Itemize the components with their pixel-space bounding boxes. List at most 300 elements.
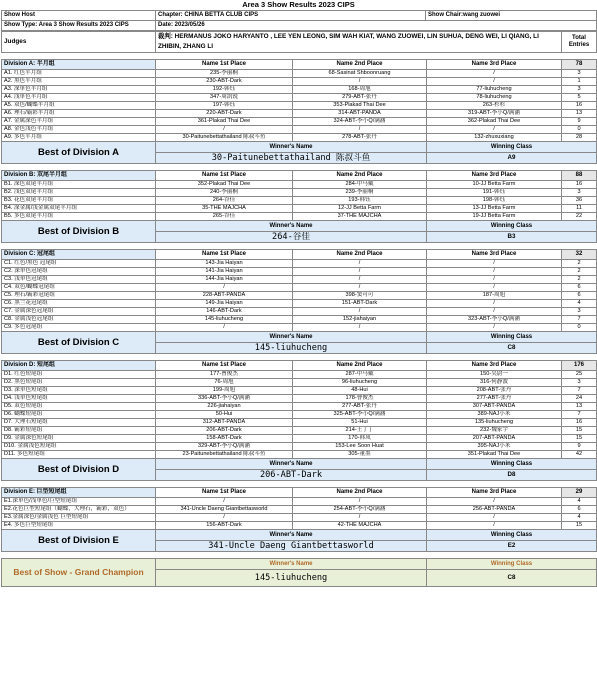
class-row <box>2 316 597 324</box>
second-place: 214-王丁丁 <box>293 427 427 435</box>
third-place: 10-JJ Betta Farm <box>427 181 562 189</box>
class-code: E4. 多色巨型短尾组 <box>2 522 156 530</box>
class-code: C2. 深单色冠尾组 <box>2 268 156 276</box>
second-place: 68-Sasinat Shboonruang <box>293 70 427 78</box>
third-place: / <box>427 268 562 276</box>
class-code: B1. 深色双尾半月组 <box>2 181 156 189</box>
division-name: Division E: 巨型短尾组 <box>2 488 156 498</box>
first-place: 235-李丽桐 <box>156 70 293 78</box>
third-place: 232-魏家宇 <box>427 427 562 435</box>
second-place: 279-ABT-张丹 <box>293 94 427 102</box>
class-row <box>2 70 597 78</box>
first-place: 329-ABT-李小Q/满涵 <box>156 443 293 451</box>
show-chair-text: Show Chair:wang zuowei <box>426 11 597 21</box>
third-place: 77-liuhucheng <box>427 86 562 94</box>
first-place: 197-韩钰 <box>156 102 293 110</box>
first-place-header: Name 1st Place <box>156 250 293 260</box>
second-place: 398-窦可可 <box>293 292 427 300</box>
class-count: 15 <box>562 435 597 443</box>
first-place: 230-ABT-Dark <box>156 78 293 86</box>
class-count: 4 <box>562 300 597 308</box>
winners-name-header: Winner's Name <box>156 530 427 541</box>
class-row <box>2 419 597 427</box>
division-total: 78 <box>562 60 597 70</box>
third-place: 263-杉杉 <box>427 102 562 110</box>
third-place: / <box>427 260 562 268</box>
class-code: C4. 双色/蝴蝶冠尾组 <box>2 284 156 292</box>
class-count: 2 <box>562 276 597 284</box>
second-place: / <box>293 284 427 292</box>
winning-class-header: Winning Class <box>427 221 597 232</box>
best-of-show-label: Best of Show - Grand Champion <box>2 559 156 587</box>
third-place: / <box>427 498 562 506</box>
second-place: 254-ABT-李小Q/满涵 <box>293 506 427 514</box>
class-count: 7 <box>562 387 597 395</box>
class-code: B5. 多色双尾半月组 <box>2 213 156 221</box>
second-place-header: Name 2nd Place <box>293 60 427 70</box>
first-place: 145-liuhucheng <box>156 316 293 324</box>
date-text: Date: 2023/05/26 <box>156 21 597 31</box>
class-count: 5 <box>562 94 597 102</box>
first-place: 177-曹俊杰 <box>156 371 293 379</box>
second-place-header: Name 2nd Place <box>293 171 427 181</box>
third-place: / <box>427 324 562 332</box>
class-code: C8. 金属浅色冠尾组 <box>2 316 156 324</box>
third-place: 187-周旭 <box>427 292 562 300</box>
class-row <box>2 498 597 506</box>
class-code: A6. 理石/霸彩半月组 <box>2 110 156 118</box>
class-count: 16 <box>562 102 597 110</box>
winning-class-header: Winning Class <box>427 530 597 541</box>
class-row <box>2 403 597 411</box>
class-code: E2.花色巨型短尾组（蝴蝶，大理石，霸彩，双色） <box>2 506 156 514</box>
chapter-text: Chapter: CHINA BETTA CLUB CIPS <box>156 11 426 21</box>
third-place: 191-韩钰 <box>427 189 562 197</box>
division-table <box>1 53 597 164</box>
show-type-text: Show Type: Area 3 Show Results 2023 CIPS <box>2 21 156 31</box>
third-place: 277-ABT-张丹 <box>427 395 562 403</box>
first-place: / <box>156 126 293 134</box>
judges-label: Judges <box>2 32 156 53</box>
class-code: A4. 浅单色半月组 <box>2 94 156 102</box>
first-place: 312-ABT-PANDA <box>156 419 293 427</box>
first-place: 199-周旭 <box>156 387 293 395</box>
second-place: 42-THE MAJCHA <box>293 522 427 530</box>
first-place: 23-Paitunebettathailand 陈叔斗鱼 <box>156 451 293 459</box>
class-row <box>2 205 597 213</box>
first-place: / <box>156 498 293 506</box>
class-row <box>2 379 597 387</box>
class-count: 0 <box>562 324 597 332</box>
first-place: 143-Jia Haiyan <box>156 260 293 268</box>
class-row <box>2 197 597 205</box>
third-place: 319-ABT-李小Q/满涵 <box>427 110 562 118</box>
class-code: A8. 金色浅色半月组 <box>2 126 156 134</box>
third-place: / <box>427 126 562 134</box>
second-place: 168-周旭 <box>293 86 427 94</box>
first-place-header: Name 1st Place <box>156 361 293 371</box>
third-place: 256-ABT-PANDA <box>427 506 562 514</box>
class-row <box>2 118 597 126</box>
class-count: 3 <box>562 70 597 78</box>
best-of-show-class-header: Winning Class <box>427 559 597 570</box>
class-count: 2 <box>562 268 597 276</box>
first-place: 341-Uncle Daeng Giantbettasworld <box>156 506 293 514</box>
division-table <box>1 243 597 354</box>
division-name: Division B: 双尾半月组 <box>2 171 156 181</box>
first-place: 361-Plakad Thai Dee <box>156 118 293 126</box>
second-place: 153-Lee Soon Huat <box>293 443 427 451</box>
second-place: / <box>293 324 427 332</box>
class-code: E3.金属深色/金属浅色 巨型短尾组 <box>2 514 156 522</box>
second-place: 314-ABT-PANDA <box>293 110 427 118</box>
third-place: 323-ABT-李小Q/满涵 <box>427 316 562 324</box>
class-code: D5. 双色短尾组 <box>2 403 156 411</box>
class-code: C1. 红色/黑色 冠尾组 <box>2 260 156 268</box>
third-place: / <box>427 284 562 292</box>
first-place: 192-韩钰 <box>156 86 293 94</box>
second-place: 287-中马戴 <box>293 371 427 379</box>
second-place: / <box>293 276 427 284</box>
first-place-header: Name 1st Place <box>156 488 293 498</box>
best-of-division-label: Best of Division B <box>2 221 156 243</box>
class-row <box>2 213 597 221</box>
class-count: 3 <box>562 379 597 387</box>
second-place: 353-Plakad Thai Dee <box>293 102 427 110</box>
class-count: 3 <box>562 189 597 197</box>
best-of-division-label: Best of Division D <box>2 459 156 481</box>
third-place: / <box>427 308 562 316</box>
third-place: / <box>427 300 562 308</box>
best-of-show-winner: 145-liuhucheng <box>156 570 427 587</box>
class-code: C7. 金属深色冠尾组 <box>2 308 156 316</box>
third-place: / <box>427 522 562 530</box>
judges-list: 裁判: HERMANUS JOKO HARYANTO , LEE YEN LEONG, SIM WAH KIAT, WANG ZUOWEI, LIN SUHUA, DENG WEI, LI QIANG, LI ZHIBIN, ZHANG LI <box>156 32 562 53</box>
second-place: 96-liuhucheng <box>293 379 427 387</box>
winning-class-header: Winning Class <box>427 459 597 470</box>
first-place: 149-Jia Haiyan <box>156 300 293 308</box>
second-place: 37-THE MAJCHA <box>293 213 427 221</box>
class-count: 3 <box>562 308 597 316</box>
class-code: D4. 浅单色短尾组 <box>2 395 156 403</box>
third-place: 135-liuhucheng <box>427 419 562 427</box>
class-row <box>2 387 597 395</box>
class-row <box>2 506 597 514</box>
class-row <box>2 276 597 284</box>
third-place: 307-ABT-PANDA <box>427 403 562 411</box>
best-of-show-table <box>1 552 597 587</box>
class-row <box>2 102 597 110</box>
class-code: C6. 黑兰花冠尾组 <box>2 300 156 308</box>
results-sheet <box>1 0 596 587</box>
division-table <box>1 481 597 552</box>
class-row <box>2 371 597 379</box>
third-place: 150-吴尉一 <box>427 371 562 379</box>
best-of-division-label: Best of Division C <box>2 332 156 354</box>
first-place: 156-ABT-Dark <box>156 522 293 530</box>
class-row <box>2 126 597 134</box>
class-row <box>2 94 597 102</box>
second-place-header: Name 2nd Place <box>293 250 427 260</box>
best-of-division-label: Best of Division E <box>2 530 156 552</box>
second-place: 284-中马戴 <box>293 181 427 189</box>
second-place: / <box>293 308 427 316</box>
class-code: B2. 浅色双尾半月组 <box>2 189 156 197</box>
class-row <box>2 292 597 300</box>
class-row <box>2 300 597 308</box>
class-row <box>2 411 597 419</box>
division-winning-class: B3 <box>427 232 597 243</box>
third-place: 19-JJ Betta Farm <box>427 213 562 221</box>
class-row <box>2 260 597 268</box>
class-row <box>2 427 597 435</box>
winning-class-header: Winning Class <box>427 142 597 153</box>
division-winning-class: C8 <box>427 343 597 354</box>
first-place: 228-ABT-PANDA <box>156 292 293 300</box>
class-count: 7 <box>562 411 597 419</box>
first-place: / <box>156 324 293 332</box>
division-winner: 206-ABT-Dark <box>156 470 427 481</box>
class-code: D1. 红色短尾组 <box>2 371 156 379</box>
first-place: 336-ABT-李小Q/满涵 <box>156 395 293 403</box>
second-place: 51-Hui <box>293 419 427 427</box>
division-total: 29 <box>562 488 597 498</box>
class-count: 15 <box>562 522 597 530</box>
class-count: 16 <box>562 181 597 189</box>
second-place: / <box>293 514 427 522</box>
second-place-header: Name 2nd Place <box>293 361 427 371</box>
second-place: / <box>293 126 427 134</box>
judges-table <box>1 31 597 53</box>
third-place: / <box>427 70 562 78</box>
second-place: 48-Hui <box>293 387 427 395</box>
first-place: 141-Jia Haiyan <box>156 268 293 276</box>
divisions-container <box>1 53 596 552</box>
first-place: 220-ABT-Dark <box>156 110 293 118</box>
class-count: 6 <box>562 292 597 300</box>
division-name: Division C: 冠尾组 <box>2 250 156 260</box>
division-winning-class: E2 <box>427 541 597 552</box>
third-place: 132-zhuxuxiang <box>427 134 562 142</box>
class-code: A3. 深单色半月组 <box>2 86 156 94</box>
class-row <box>2 443 597 451</box>
third-place: / <box>427 276 562 284</box>
class-row <box>2 514 597 522</box>
division-name: Division A: 半月组 <box>2 60 156 70</box>
class-code: D10. 金属浅色短尾组 <box>2 443 156 451</box>
third-place: 78-liuhucheng <box>427 94 562 102</box>
first-place: 264-谷佳 <box>156 197 293 205</box>
class-row <box>2 86 597 94</box>
first-place-header: Name 1st Place <box>156 60 293 70</box>
division-winner: 341-Uncle Daeng Giantbettasworld <box>156 541 427 552</box>
first-place: 240-李丽桐 <box>156 189 293 197</box>
class-row <box>2 78 597 86</box>
first-place: / <box>156 284 293 292</box>
first-place: 226-jiahaiyan <box>156 403 293 411</box>
class-row <box>2 435 597 443</box>
class-count: 25 <box>562 371 597 379</box>
first-place: 347-周凯锐 <box>156 94 293 102</box>
second-place: 324-ABT-李小Q/满涵 <box>293 118 427 126</box>
class-row <box>2 395 597 403</box>
class-code: C9. 多色冠尾组 <box>2 324 156 332</box>
division-total: 176 <box>562 361 597 371</box>
class-code: E1.深单色/浅单色/巨型短尾组 <box>2 498 156 506</box>
class-row <box>2 284 597 292</box>
class-count: 11 <box>562 205 597 213</box>
first-place: 50-Hui <box>156 411 293 419</box>
first-place: 144-Jia Haiyan <box>156 276 293 284</box>
second-place: 325-ABT-李小Q/满涵 <box>293 411 427 419</box>
class-count: 16 <box>562 419 597 427</box>
best-of-division-label: Best of Division A <box>2 142 156 164</box>
first-place: 35-THE MAJCHA <box>156 205 293 213</box>
page-title: Area 3 Show Results 2023 CIPS <box>242 0 355 9</box>
class-row <box>2 110 597 118</box>
class-code: B3. 花色双尾半月组 <box>2 197 156 205</box>
class-code: B4. 深金属/浅金属双尾半月组 <box>2 205 156 213</box>
division-winning-class: A9 <box>427 153 597 164</box>
class-code: A7. 金属深色半月组 <box>2 118 156 126</box>
class-code: D7. 大理石短尾组 <box>2 419 156 427</box>
winners-name-header: Winner's Name <box>156 221 427 232</box>
first-place-header: Name 1st Place <box>156 171 293 181</box>
second-place: / <box>293 268 427 276</box>
second-place: / <box>293 78 427 86</box>
second-place: 239-李丽桐 <box>293 189 427 197</box>
class-row <box>2 268 597 276</box>
third-place-header: Name 3rd Place <box>427 250 562 260</box>
class-row <box>2 451 597 459</box>
class-code: D3. 深单色短尾组 <box>2 387 156 395</box>
best-of-show-class: C8 <box>427 570 597 587</box>
class-row <box>2 324 597 332</box>
third-place: 351-Plakad Thai Dee <box>427 451 562 459</box>
winners-name-header: Winner's Name <box>156 142 427 153</box>
class-count: 7 <box>562 316 597 324</box>
second-place: 278-ABT-张丹 <box>293 134 427 142</box>
class-count: 9 <box>562 118 597 126</box>
best-of-show-winner-header: Winner's Name <box>156 559 427 570</box>
division-winning-class: D8 <box>427 470 597 481</box>
class-count: 1 <box>562 78 597 86</box>
second-place: / <box>293 498 427 506</box>
third-place: 13-JJ Betta Farm <box>427 205 562 213</box>
header-table <box>1 10 597 31</box>
class-code: D6. 蝴蝶短尾组 <box>2 411 156 419</box>
third-place: 389-NAJ小米 <box>427 411 562 419</box>
class-count: 22 <box>562 213 597 221</box>
class-count: 9 <box>562 443 597 451</box>
first-place: 352-Plakad Thai Dee <box>156 181 293 189</box>
third-place-header: Name 3rd Place <box>427 60 562 70</box>
second-place: 12-JJ Betta Farm <box>293 205 427 213</box>
division-total: 88 <box>562 171 597 181</box>
second-place: 170-韩凤 <box>293 435 427 443</box>
class-count: 15 <box>562 427 597 435</box>
class-count: 36 <box>562 197 597 205</box>
third-place: / <box>427 514 562 522</box>
class-count: 13 <box>562 110 597 118</box>
division-winner: 264-谷佳 <box>156 232 427 243</box>
class-code: C3. 浅单色冠尾组 <box>2 276 156 284</box>
first-place: 76-周旭 <box>156 379 293 387</box>
third-place: / <box>427 78 562 86</box>
winners-name-header: Winner's Name <box>156 332 427 343</box>
third-place: 207-ABT-PANDA <box>427 435 562 443</box>
first-place: 265-谷佳 <box>156 213 293 221</box>
first-place: 158-ABT-Dark <box>156 435 293 443</box>
class-count: 3 <box>562 86 597 94</box>
second-place: 305-董墨 <box>293 451 427 459</box>
third-place: 198-韩钰 <box>427 197 562 205</box>
class-code: A5. 双色/蝴蝶半月组 <box>2 102 156 110</box>
class-row <box>2 522 597 530</box>
show-host-label: Show Host <box>2 11 156 21</box>
second-place: 178-曹俊杰 <box>293 395 427 403</box>
winners-name-header: Winner's Name <box>156 459 427 470</box>
class-row <box>2 134 597 142</box>
division-winner: 30-Paitunebettathailand 陈叔斗鱼 <box>156 153 427 164</box>
third-place: 316-何静波 <box>427 379 562 387</box>
second-place: 193-韩钰 <box>293 197 427 205</box>
total-entries-label: Total Entries <box>562 32 597 53</box>
class-count: 28 <box>562 134 597 142</box>
second-place: 151-ABT-Dark <box>293 300 427 308</box>
class-count: 24 <box>562 395 597 403</box>
division-name: Division D: 短尾组 <box>2 361 156 371</box>
class-code: A9. 多色半月组 <box>2 134 156 142</box>
class-code: D2. 黑色短尾组 <box>2 379 156 387</box>
first-place: / <box>156 514 293 522</box>
class-code: D8. 霸彩短尾组 <box>2 427 156 435</box>
third-place-header: Name 3rd Place <box>427 361 562 371</box>
class-code: D9. 金属深色短尾组 <box>2 435 156 443</box>
second-place: 277-ABT-张丹 <box>293 403 427 411</box>
class-count: 2 <box>562 260 597 268</box>
second-place-header: Name 2nd Place <box>293 488 427 498</box>
class-count: 13 <box>562 403 597 411</box>
third-place-header: Name 3rd Place <box>427 171 562 181</box>
class-code: A1. 红色半月组 <box>2 70 156 78</box>
class-code: A2. 黑色半月组 <box>2 78 156 86</box>
second-place: / <box>293 260 427 268</box>
class-row <box>2 189 597 197</box>
division-table <box>1 164 597 243</box>
first-place: 146-ABT-Dark <box>156 308 293 316</box>
first-place: 206-ABT-Dark <box>156 427 293 435</box>
third-place-header: Name 3rd Place <box>427 488 562 498</box>
division-table <box>1 354 597 481</box>
class-count: 42 <box>562 451 597 459</box>
class-count: 6 <box>562 506 597 514</box>
third-place: 208-ABT-张丹 <box>427 387 562 395</box>
class-count: 0 <box>562 126 597 134</box>
class-count: 4 <box>562 514 597 522</box>
class-code: D11. 多色短尾组 <box>2 451 156 459</box>
winning-class-header: Winning Class <box>427 332 597 343</box>
second-place: 152-jiahaiyan <box>293 316 427 324</box>
class-count: 4 <box>562 498 597 506</box>
class-code: C5. 理石/霸彩冠尾组 <box>2 292 156 300</box>
division-total: 32 <box>562 250 597 260</box>
class-count: 6 <box>562 284 597 292</box>
class-row <box>2 308 597 316</box>
first-place: 30-Paitunebettathailand 陈叔斗鱼 <box>156 134 293 142</box>
division-winner: 145-liuhucheng <box>156 343 427 354</box>
third-place: 395-NAJ小米 <box>427 443 562 451</box>
